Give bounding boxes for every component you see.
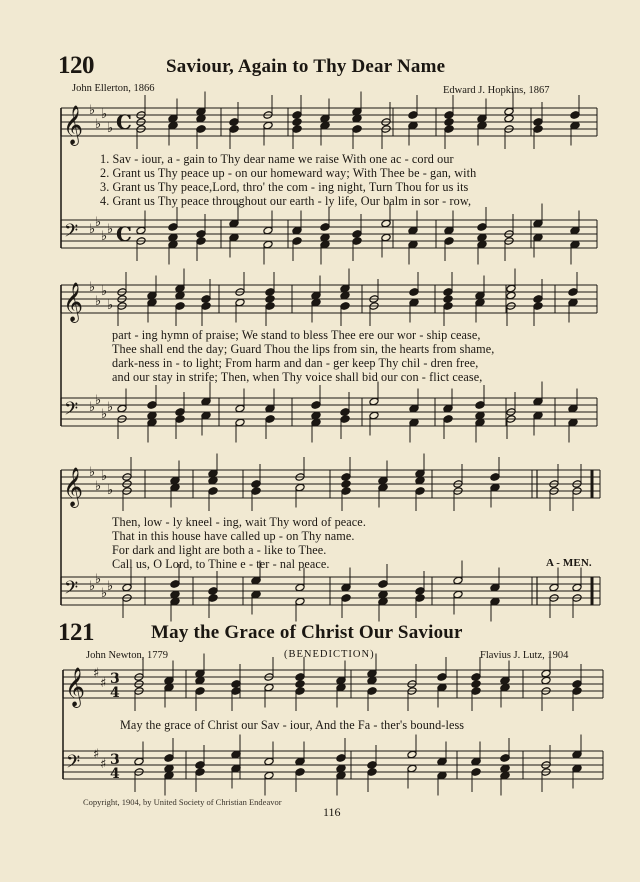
half-note xyxy=(504,114,514,123)
flat-sign: ♭ xyxy=(101,229,108,244)
quarter-note xyxy=(444,118,454,127)
lyric-line: Call us, O Lord, to Thine e - ter - nal peace. xyxy=(112,557,330,571)
quarter-note xyxy=(311,411,321,420)
time-signature: C xyxy=(116,110,132,134)
lyric-line: That in this house have called up - on Thy name. xyxy=(112,529,355,543)
sharp-sign: ♯ xyxy=(93,747,100,762)
quarter-note xyxy=(265,295,275,304)
lyric-line: 1. Sav - iour, a - gain to Thy dear name we raise With one ac - cord our xyxy=(100,152,454,166)
page-number: 116 xyxy=(323,805,341,819)
sharp-sign: ♯ xyxy=(100,676,107,691)
flat-sign: ♭ xyxy=(101,284,108,299)
flat-sign: ♭ xyxy=(95,294,102,309)
quarter-note xyxy=(170,590,180,599)
bass-clef: 𝄢 xyxy=(64,578,79,603)
amen-label: A - MEN. xyxy=(546,557,592,569)
music-credit: Edward J. Hopkins, 1867 xyxy=(443,85,550,96)
treble-clef: 𝄞 xyxy=(63,282,84,322)
time-signature: 4 xyxy=(110,685,120,701)
quarter-note xyxy=(336,764,346,773)
half-note xyxy=(541,676,551,685)
flat-sign: ♭ xyxy=(107,483,114,498)
quarter-note xyxy=(147,411,157,420)
quarter-note xyxy=(320,233,330,242)
quarter-note xyxy=(196,114,206,123)
quarter-note xyxy=(477,233,487,242)
lyric-line: Then, low - ly kneel - ing, wait Thy word of peace. xyxy=(112,515,366,529)
lyric-line: part - ing hymn of praise; We stand to bless Thee ere our wor - ship cease, xyxy=(112,328,481,342)
hymn-title: May the Grace of Christ Our Saviour xyxy=(151,622,463,643)
quarter-note xyxy=(340,291,350,300)
flat-sign: ♭ xyxy=(89,222,96,237)
lyric-line: For dark and light are both a - like to Thee. xyxy=(112,543,327,557)
flat-sign: ♭ xyxy=(95,572,102,587)
flat-sign: ♭ xyxy=(101,586,108,601)
lyric-line: May the grace of Christ our Sav - iour, And the Fa - ther's bound-less xyxy=(120,718,465,732)
time-signature: C xyxy=(116,222,132,246)
quarter-note xyxy=(352,114,362,123)
bass-clef: 𝄢 xyxy=(64,221,79,246)
flat-sign: ♭ xyxy=(107,400,114,415)
copyright-notice: Copyright, 1904, by United Society of Christian Endeavor xyxy=(83,797,282,807)
flat-sign: ♭ xyxy=(89,579,96,594)
quarter-note xyxy=(292,118,302,127)
music-credit: Flavius J. Lutz, 1904 xyxy=(480,650,569,661)
sharp-sign: ♯ xyxy=(100,757,107,772)
quarter-note xyxy=(208,476,218,485)
bass-clef: 𝄢 xyxy=(66,752,81,777)
quarter-note xyxy=(195,676,205,685)
quarter-note xyxy=(367,676,377,685)
lyric-line: 2. Grant us Thy peace up - on our homeward way; With Thee be - gan, with xyxy=(100,166,477,180)
flat-sign: ♭ xyxy=(101,107,108,122)
flat-sign: ♭ xyxy=(89,103,96,118)
flat-sign: ♭ xyxy=(89,280,96,295)
lyric-line: 3. Grant us Thy peace,Lord, thro' the com - ing night, Turn Thou for us its xyxy=(100,180,469,194)
hymn-number: 120 xyxy=(58,52,94,79)
lyric-line: 4. Grant us Thy peace throughout our earth - ly life, Our balm in sor - row, xyxy=(100,194,472,208)
lyric-line: Thee shall end the day; Guard Thou the lips from sin, the hearts from shame, xyxy=(112,342,495,356)
treble-clef: 𝄞 xyxy=(65,667,86,707)
time-signature: 3 xyxy=(110,671,120,687)
time-signature: 3 xyxy=(110,752,120,768)
hymn-title: Saviour, Again to Thy Dear Name xyxy=(166,56,446,77)
quarter-note xyxy=(295,680,305,689)
treble-clef: 𝄞 xyxy=(63,467,84,507)
quarter-note xyxy=(164,764,174,773)
flat-sign: ♭ xyxy=(107,579,114,594)
hymn-subtitle: (BENEDICTION) xyxy=(284,649,375,660)
flat-sign: ♭ xyxy=(107,298,114,313)
flat-sign: ♭ xyxy=(101,469,108,484)
flat-sign: ♭ xyxy=(89,465,96,480)
flat-sign: ♭ xyxy=(101,407,108,422)
flat-sign: ♭ xyxy=(95,117,102,132)
bass-clef: 𝄢 xyxy=(64,399,79,424)
lyric-line: and our stay in strife; Then, when Thy voice shall bid our con - flict cease, xyxy=(112,370,483,384)
flat-sign: ♭ xyxy=(95,393,102,408)
quarter-note xyxy=(443,295,453,304)
quarter-note xyxy=(168,233,178,242)
quarter-note xyxy=(471,680,481,689)
hymn-number: 121 xyxy=(58,619,94,646)
sharp-sign: ♯ xyxy=(93,666,100,681)
time-signature: 4 xyxy=(110,766,120,782)
flat-sign: ♭ xyxy=(89,400,96,415)
words-credit: John Newton, 1779 xyxy=(86,650,168,661)
quarter-note xyxy=(415,476,425,485)
words-credit: John Ellerton, 1866 xyxy=(72,83,155,94)
half-note xyxy=(506,291,516,300)
quarter-note xyxy=(500,764,510,773)
flat-sign: ♭ xyxy=(107,121,114,136)
flat-sign: ♭ xyxy=(107,222,114,237)
lyric-line: dark-ness in - to light; From harm and dan - ger keep Thy chil - dren free, xyxy=(112,356,479,370)
flat-sign: ♭ xyxy=(95,479,102,494)
quarter-note xyxy=(378,590,388,599)
quarter-note xyxy=(175,291,185,300)
flat-sign: ♭ xyxy=(95,215,102,230)
quarter-note xyxy=(341,480,351,489)
treble-clef: 𝄞 xyxy=(63,105,84,145)
quarter-note xyxy=(475,411,485,420)
